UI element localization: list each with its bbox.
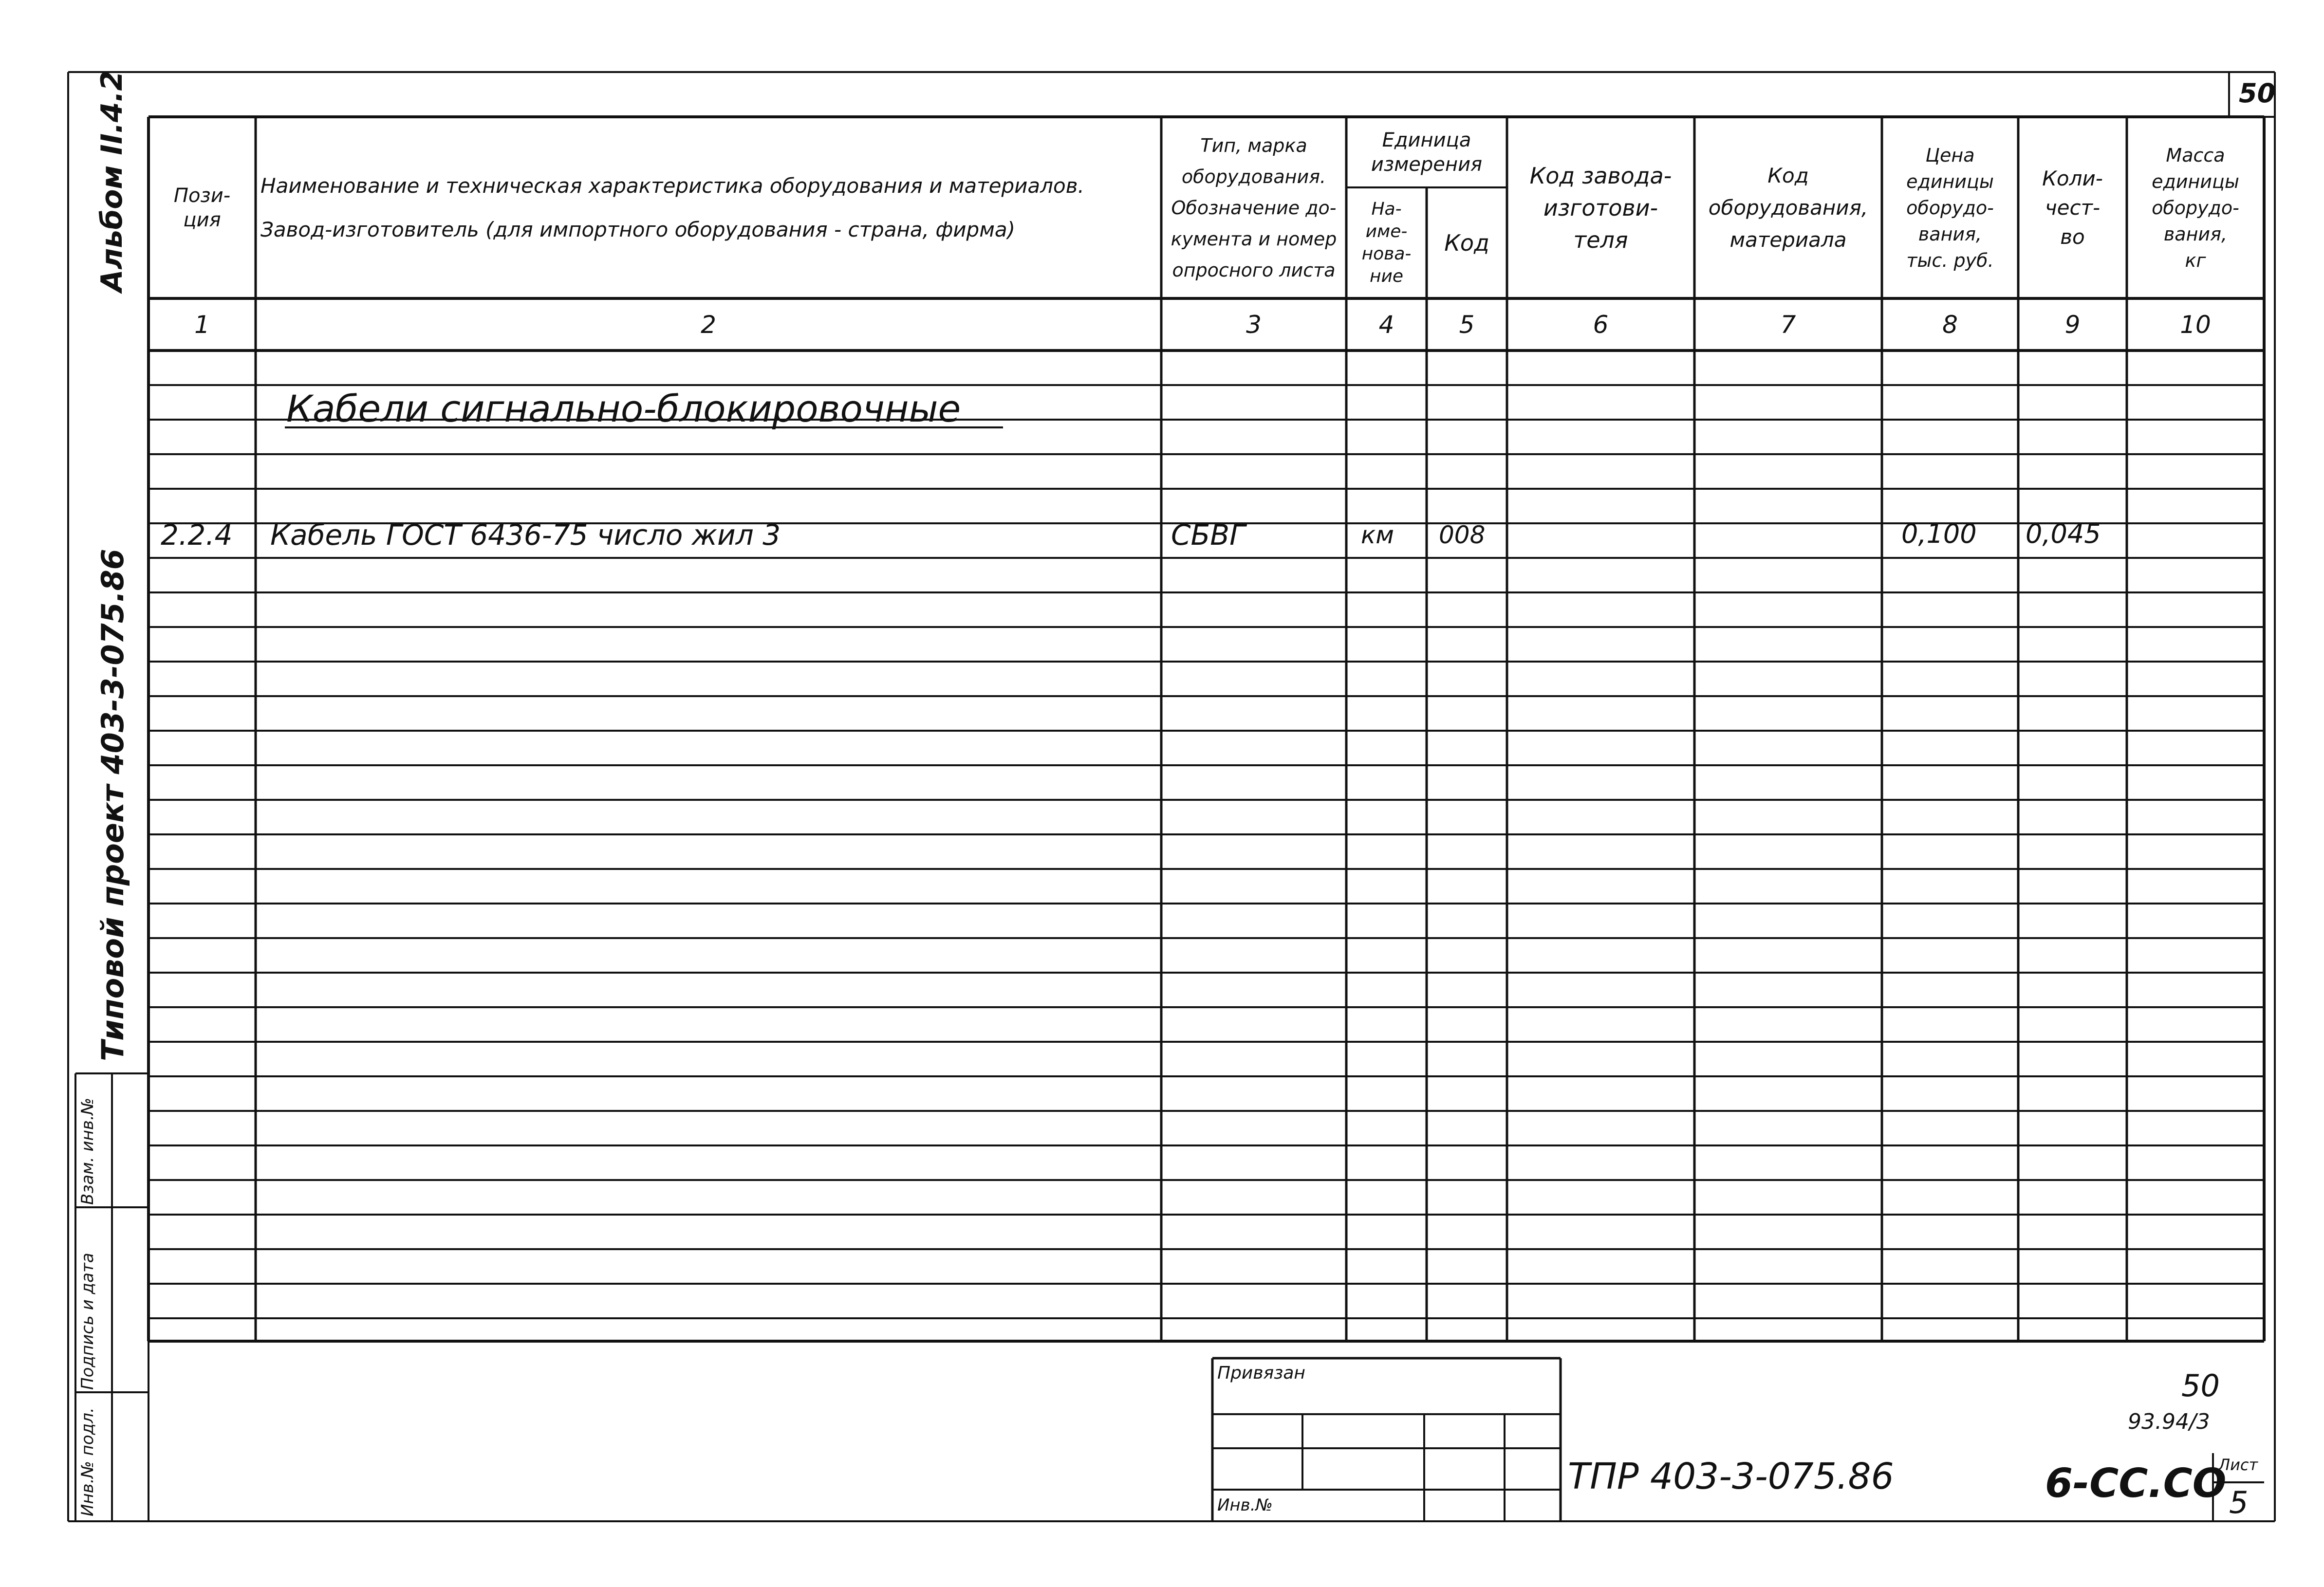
header-factory-code: Код завода- изготови- теля (1529, 162, 1672, 253)
col-number: 2 (701, 310, 716, 339)
header-unit-code: Код (1444, 230, 1489, 256)
header-price: Цена единицы оборудо- вания, тыс. руб. (1906, 144, 1994, 271)
row-price: 0,100 (1901, 518, 1977, 549)
project-label: Типовой проект 403-3-075.86 (95, 549, 130, 1061)
col-number: 7 (1780, 310, 1796, 339)
album-label: Альбом II.4.2 (95, 70, 129, 292)
document-code: ТПР 403-3-075.86 (1568, 1456, 1894, 1497)
list-number: 5 (2229, 1485, 2249, 1520)
header-unit-group: Единица измерения (1371, 129, 1483, 176)
sign-date-label: Подпись и дата (78, 1253, 97, 1390)
inv-no-label: Инв.№ (1217, 1495, 1273, 1515)
privyazan-label: Привязан (1217, 1363, 1305, 1383)
header-mass: Масса единицы оборудо- вания, кг (2152, 144, 2239, 271)
sheet-number-top: 50 (2239, 78, 2276, 109)
row-unit-code: 008 (1439, 521, 1486, 549)
document-mark: 6-СС.СО (2045, 1460, 2227, 1507)
header-quantity: Коли- чест- во (2042, 166, 2103, 249)
header-equipment-code: Код оборудования, материала (1708, 163, 1868, 252)
header-type: Тип, марка оборудования. Обозначение до- кумента и номер опросного листа (1171, 134, 1337, 281)
section-title: Кабели сигнально-блокировочные (286, 387, 961, 430)
col-number: 10 (2180, 310, 2211, 339)
row-position: 2.2.4 (161, 518, 233, 552)
row-unit-name: км (1361, 521, 1394, 549)
inv-subl-label: Инв.№ подл. (78, 1407, 97, 1516)
col-number: 8 (1942, 310, 1958, 339)
archive-number: 93.94/3 (2128, 1409, 2210, 1434)
list-label: Лист (2218, 1456, 2258, 1474)
col-number: 9 (2064, 310, 2081, 339)
col-number: 6 (1593, 310, 1609, 339)
row-quantity: 0,045 (2026, 518, 2101, 549)
row-name: Кабель ГОСТ 6436-75 число жил 3 (270, 518, 781, 552)
replace-inv-label: Взам. инв.№ (78, 1097, 97, 1205)
header-position: Пози- ция (173, 184, 231, 231)
col-number: 4 (1378, 310, 1394, 339)
header-unit-name: На- име- нова- ние (1361, 199, 1412, 286)
col-number: 3 (1246, 310, 1262, 339)
header-name: Наименование и техническая характеристика оборудования и материалов. Завод-изготовитель (для импортного оборудования - страна, фирма) (260, 173, 1084, 241)
col-number: 1 (194, 310, 210, 339)
sheet-page-number: 50 (2181, 1368, 2220, 1403)
row-type: СБВГ (1171, 518, 1246, 552)
col-number: 5 (1459, 310, 1475, 339)
